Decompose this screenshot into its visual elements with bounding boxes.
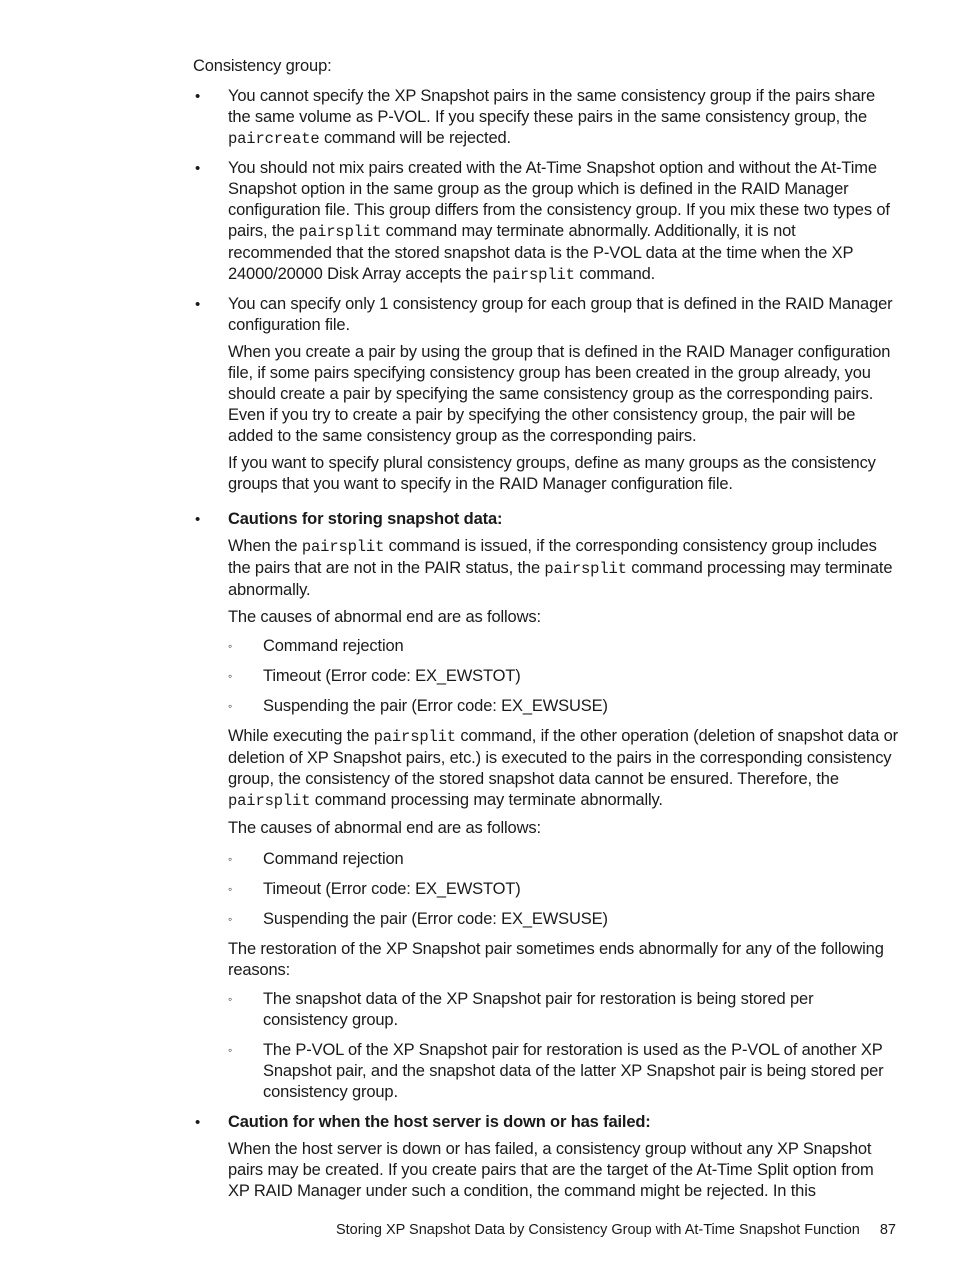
bullet-icon: • bbox=[195, 160, 201, 177]
bullet-item-5 bbox=[193, 1112, 898, 1202]
paragraph: You can specify only 1 consistency group for each group that is defined in the RAID Manager configuration file. bbox=[228, 295, 893, 334]
paragraph: You should not mix pairs created with the At-Time Snapshot option and without the At-Time Snapshot option in the same group as the group which is defined in the RAID Manager configuration file. This group differs from the consistency group. If you mix these two types of pairs, the pairsplit command may terminate abnormally. Additionally, it is not recommended that the stored snapshot data is the P-VOL data at the time when the XP 24000/20000 Disk Array accepts the pairsplit command. bbox=[228, 159, 890, 284]
circle-bullet-icon: ◦ bbox=[228, 852, 233, 866]
bullet-icon: • bbox=[195, 511, 201, 528]
list-item: ◦ Suspending the pair (Error code: EX_EWSUSE) bbox=[228, 910, 608, 928]
list-item: ◦ Command rejection bbox=[228, 850, 404, 868]
paragraph: When you create a pair by using the group that is defined in the RAID Manager configuration file, if some pairs specifying consistency group has been created in the group already, you should create a pair by specifying the same consistency group as the corresponding pairs. Even if you try to create a pair by specifying the other consistency group, the pair will be added to the same consistency group as the corresponding pairs. bbox=[228, 343, 891, 445]
code-pairsplit: pairsplit bbox=[373, 728, 456, 746]
circle-bullet-icon: ◦ bbox=[228, 882, 233, 896]
list-item: ◦ Command rejection bbox=[228, 637, 404, 655]
list-item: ◦ Timeout (Error code: EX_EWSTOT) bbox=[228, 667, 521, 685]
code-pairsplit: pairsplit bbox=[298, 223, 382, 241]
list-item: ◦ Suspending the pair (Error code: EX_EWSUSE) bbox=[228, 697, 608, 715]
paragraph: The restoration of the XP Snapshot pair sometimes ends abnormally for any of the following reasons: bbox=[228, 940, 884, 979]
bullet-item-2 bbox=[193, 158, 898, 286]
paragraph: The causes of abnormal end are as follows: bbox=[228, 608, 541, 626]
code-pairsplit: pairsplit bbox=[492, 266, 575, 284]
bullet-item-3 bbox=[193, 294, 898, 495]
page-footer bbox=[0, 1222, 896, 1238]
cause-list bbox=[228, 849, 898, 930]
bullet-icon: • bbox=[195, 1114, 201, 1131]
circle-bullet-icon: ◦ bbox=[228, 699, 233, 713]
caution-heading: Cautions for storing snapshot data: bbox=[228, 510, 503, 528]
circle-bullet-icon: ◦ bbox=[228, 639, 233, 653]
list-item: ◦ The P-VOL of the XP Snapshot pair for restoration is used as the P-VOL of another XP Snapshot pair, and the snapshot data of the latter XP Snapshot pair is being stored per consistency group. bbox=[228, 1041, 884, 1101]
circle-bullet-icon: ◦ bbox=[228, 1043, 233, 1057]
paragraph: While executing the pairsplit command, if the other operation (deletion of snapshot data or deletion of XP Snapshot pairs, etc.) is executed to the pairs in the corresponding consistency group, the consistency of the stored snapshot data cannot be ensured. Therefore, the pairsplit command processing may terminate abnormally. bbox=[228, 727, 898, 810]
circle-bullet-icon: ◦ bbox=[228, 912, 233, 926]
reason-list bbox=[228, 989, 898, 1103]
paragraph: The causes of abnormal end are as follows: bbox=[228, 819, 541, 837]
paragraph: You cannot specify the XP Snapshot pairs in the same consistency group if the pairs share the same volume as P-VOL. If you specify these pairs in the same consistency group, the paircreate command will be rejected. bbox=[228, 87, 876, 148]
footer-title: Storing XP Snapshot Data by Consistency Group with At-Time Snapshot Function bbox=[335, 1222, 860, 1238]
page-number: 87 bbox=[879, 1222, 896, 1238]
list-item: ◦ The snapshot data of the XP Snapshot pair for restoration is being stored per consistency group. bbox=[228, 990, 814, 1029]
code-pairsplit: pairsplit bbox=[301, 538, 385, 556]
bullet-item-1 bbox=[193, 86, 898, 150]
caution-heading: Caution for when the host server is down or has failed: bbox=[228, 1113, 651, 1131]
paragraph: If you want to specify plural consistency groups, define as many groups as the consistency groups that you want to specify in the RAID Manager configuration file. bbox=[228, 454, 876, 493]
code-paircreate: paircreate bbox=[228, 130, 320, 148]
paragraph: When the host server is down or has failed, a consistency group without any XP Snapshot pairs may be created. If you create pairs that are the target of the At-Time Split option from XP RAID Manager under such a condition, the command might be rejected. In this bbox=[228, 1140, 874, 1200]
circle-bullet-icon: ◦ bbox=[228, 992, 233, 1006]
code-pairsplit: pairsplit bbox=[228, 792, 311, 810]
code-pairsplit: pairsplit bbox=[544, 560, 627, 578]
paragraph: When the pairsplit command is issued, if the corresponding consistency group includes the pairs that are not in the PAIR status, the pairsplit command processing may terminate abnormally. bbox=[228, 537, 893, 599]
bullet-item-4 bbox=[193, 509, 898, 1103]
cause-list bbox=[228, 636, 898, 717]
list-item: ◦ Timeout (Error code: EX_EWSTOT) bbox=[228, 880, 521, 898]
section-intro: Consistency group: bbox=[193, 57, 332, 75]
bullet-icon: • bbox=[195, 88, 201, 105]
circle-bullet-icon: ◦ bbox=[228, 669, 233, 683]
document-body bbox=[193, 56, 898, 1210]
bullet-icon: • bbox=[195, 296, 201, 313]
